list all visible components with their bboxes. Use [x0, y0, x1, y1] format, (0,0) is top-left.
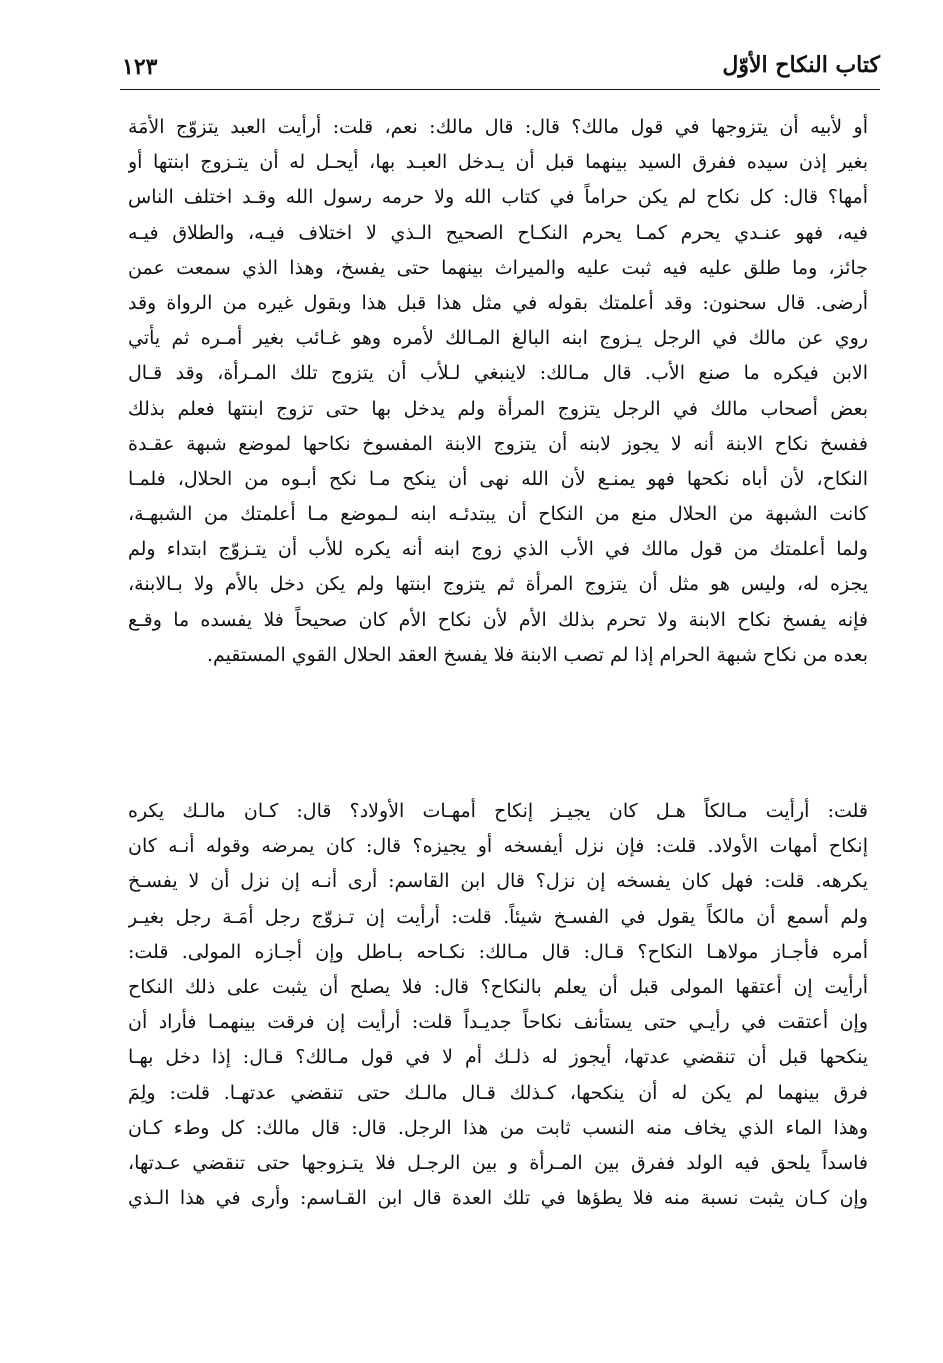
page-header	[120, 50, 880, 90]
text-line: فإنه يفسخ نكاح الابنة ولا تحرم بذلك الأم لأن نكاح الأم كان صحيحاً فلا يفسده ما وقـع	[128, 608, 868, 631]
text-line: جائز، وما طلق عليه فيه ثبت عليه والميراث بينهما حتى يفسخ، وهذا الذي سمعت عمن	[128, 256, 868, 279]
page-number: ١٢٣	[122, 54, 158, 80]
text-line: أرأيت إن أعتقها المولى قبل أن يعلم بالنكاح؟ قال: فلا يصلح أن يثبت على ذلك النكاح	[128, 975, 868, 998]
text-line: كانت الشبهة من الحلال منع من النكاح أن يبتدئـه ابنه لـموضع مـا أعلمتك من الشبهـة،	[128, 503, 868, 526]
text-line: يكرهه. قلت: فهل كان يفسخه إن نزل؟ قال ابن القاسم: أرى أنـه إن نزل أن لا يفسـخ	[128, 870, 868, 893]
text-line: ففسخ نكاح الابنة أنه لا يجوز لابنه أن يتزوج الابنة المفسوخ نكاحها لموضع شبهة عقـدة	[128, 432, 868, 455]
text-line: أو لأبيه أن يتزوجها في قول مالك؟ قال: قال مالك: نعم، قلت: أرأيت العبد يتزوّج الأمَة	[128, 116, 868, 138]
text-line: وإن كـان يثبت نسبة منه فلا يطؤها في تلك العدة قال ابن القـاسم: وأرى في هذا الـذي	[128, 1187, 868, 1210]
paragraph-2	[128, 794, 868, 1216]
text-line: فيه، فهو عنـدي يحرم كمـا يحرم النكـاح الصحيح الـذي لا اختلاف فيـه، والطلاق فيـه	[128, 221, 868, 244]
text-line: ينكحها قبل أن تنقضي عدتها، أيجوز له ذلـك أم لا في قول مـالك؟ قـال: إذا دخل بهـا	[128, 1046, 868, 1069]
text-line: يجزه له، وليس هو مثل أن يتزوج المرأة ثم يتزوج ابنتها ولم يكن دخل بالأم ولا بـالابنة،	[128, 573, 868, 596]
paragraph-1	[128, 110, 868, 673]
text-line: فرق بينهما لم يكن له أن ينكحها، كـذلك قـال مالـك حتى تنقضي عدتهـا. قلت: ولِمَ	[128, 1081, 868, 1104]
text-line: إنكاح أمهات الأولاد. قلت: فإن نزل أيفسخه أو يجيزه؟ قال: كان يمرضه وقوله أنـه كان	[128, 835, 868, 858]
text-line: وهذا الماء الذي يخاف منه النسب ثابت من هذا الرجل. قال: قال مالك: كل وطء كـان	[128, 1116, 868, 1139]
text-line: أمره فأجـاز مولاهـا النكاح؟ قـال: قال مـالك: نكـاحه بـاطل وإن أجـازه المولى. قلت:	[128, 940, 868, 963]
header-rule	[120, 89, 880, 90]
text-line: أمها؟ قال: كل نكاح لم يكن حراماً في كتاب الله ولا حرمه رسول الله وقـد اختلف الناس	[128, 186, 868, 209]
text-line: الابن فيكره ما صنع الأب. قال مـالك: لاينبغي لـلأب أن يتزوج تلك المـرأة، وقد قـال	[128, 362, 868, 385]
text-line: قلت: أرأيت مـالكاً هـل كان يجيـز إنكاح أمهـات الأولاد؟ قال: كـان مالـك يكره	[128, 800, 868, 822]
text-line: أرضى. قال سحنون: وقد أعلمتك بقوله في مثل هذا قبل هذا وبقول غيره من الرواة وقد	[128, 291, 868, 314]
text-line: بعده من نكاح شبهة الحرام إذا لم تصب الابنة فلا يفسخ العقد الحلال القوي المستقيم.	[206, 643, 868, 666]
text-line: وإن أعتقت في رأيـي حتى يستأنف نكاحاً جديـداً قلت: أرأيت إن فرقت بينهمـا فأراد أن	[128, 1011, 868, 1034]
text-line: ولما أعلمتك من قول مالك في الأب الذي زوج ابنه أنه يكره للأب أن يتـزوّج ابتداء ولم	[128, 538, 868, 561]
text-line: روي عن مالك في الرجل يـزوج ابنه البالغ المـالك لأمره وهو غـائب بغير أمـره ثم يأتي	[128, 327, 868, 350]
text-line: ولم أسمع أن مالكاً يقول في الفسـخ شيئاً. قلت: أرأيت إن تـزوّج رجل أمَـة رجل بغيـر	[128, 905, 868, 928]
text-line: بعض أصحاب مالك في الرجل يتزوج المرأة ولم يدخل بها حتى تزوج ابنتها فعلم بذلك	[128, 397, 868, 420]
text-line: النكاح، لأن أباه نكحها فهو يمنـع لأن الله نهى أن ينكح مـا نكح أبـوه من الحلال، فلمـا	[128, 467, 868, 490]
text-line: فاسداً يلحق فيه الولد ففرق بين المـرأة و بين الرجـل فلا يتـزوجها حتى تنقضي عـدتها،	[128, 1151, 868, 1174]
text-line: بغير إذن سيده ففرق السيد بينهما قبل أن يـدخل العبـد بها، أيحـل له أن يتـزوج ابنتها أو	[128, 151, 868, 174]
running-title: كتاب النكاح الأوّل	[722, 52, 880, 78]
